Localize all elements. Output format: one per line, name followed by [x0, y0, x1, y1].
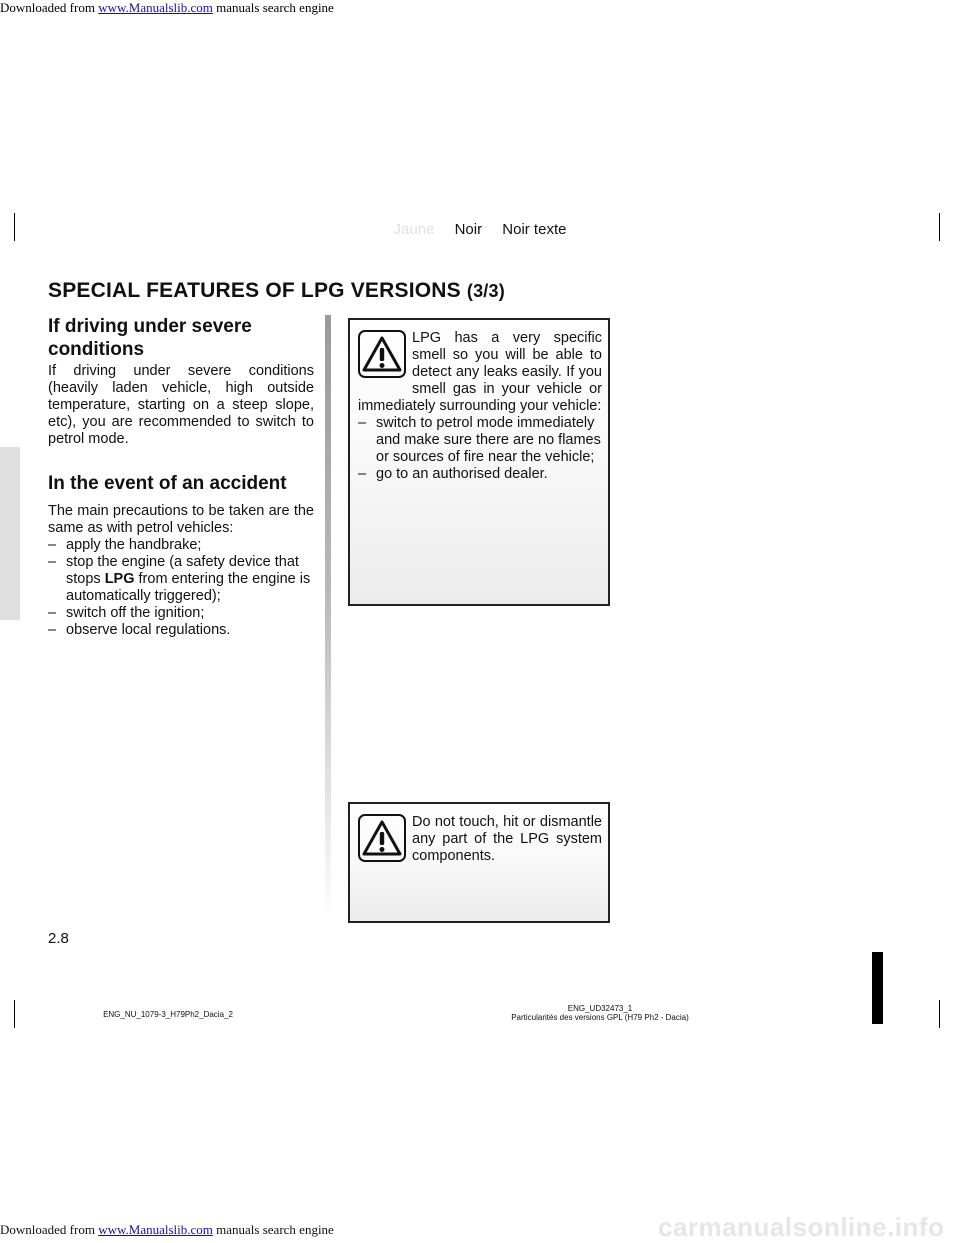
- list-item: – go to an authorised dealer.: [358, 466, 602, 483]
- list-item: – observe local regulations.: [48, 622, 314, 639]
- section-heading-accident: In the event of an accident: [48, 473, 287, 494]
- thumb-index-tab: [872, 952, 883, 1024]
- section-text-severe-conditions: If driving under severe conditions (heavily laden vehicle, high outside temperature, starting on a steep slope, etc), you are recommended to switch to petrol mode.: [48, 363, 314, 447]
- warning-box-gas-smell: [348, 318, 610, 606]
- watermark: carmanualsonline.info: [658, 1212, 945, 1242]
- column-divider: [325, 315, 331, 920]
- page-title: SPECIAL FEATURES OF LPG VERSIONS (3/3): [48, 279, 505, 302]
- warning-text: Do not touch, hit or dismantle any part of the LPG system components.: [412, 814, 602, 864]
- list-item: – switch to petrol mode immediately and make sure there are no flames or sources of fire near the vehicle;: [358, 415, 602, 466]
- color-tag: Jaune: [393, 221, 435, 238]
- footer-doc-code: ENG_NU_1079-3_H79Ph2_Dacia_2: [103, 1010, 233, 1019]
- list-item: – apply the handbrake;: [48, 537, 314, 554]
- download-banner-bottom: Downloaded from www.Manualslib.com manuals search engine: [0, 1222, 334, 1237]
- color-tag: Noir texte: [502, 221, 567, 238]
- section-heading-severe-conditions: If driving under severe conditions: [48, 316, 252, 360]
- accident-precautions-list: [48, 537, 314, 639]
- list-item: – switch off the ignition;: [48, 605, 314, 622]
- warning-list: [358, 415, 602, 483]
- section-text-accident: The main precautions to be taken are the same as with petrol vehicles: – apply the handbrake; – stop the engine (a safety device that stops LPG from entering the engine is automatically triggered); – switch off the ignition; – observe local regulations.: [48, 503, 314, 639]
- footer-section-code: ENG_UD32473_1 Particularités des versions GPL (H79 Ph2 - Dacia): [511, 1004, 689, 1022]
- warning-box-do-not-touch: [348, 802, 610, 923]
- crop-mark: [14, 1000, 15, 1028]
- chapter-tab: [0, 447, 20, 620]
- page-number: 2.8: [48, 930, 69, 947]
- list-item: – stop the engine (a safety device that stops LPG from entering the engine is automatically triggered);: [48, 554, 314, 605]
- manualslib-link[interactable]: www.Manualslib.com: [98, 0, 213, 15]
- manualslib-link[interactable]: www.Manualslib.com: [98, 1222, 213, 1237]
- warning-text: LPG has a very specific smell so you will be able to detect any leaks easily. If you smell gas in your vehicle or immediately surrounding your vehicle:: [358, 330, 602, 414]
- download-banner: Downloaded from www.Manualslib.com manuals search engine: [0, 0, 334, 15]
- color-separation-tags: [0, 221, 960, 238]
- color-tag: Noir: [454, 221, 483, 238]
- crop-mark: [939, 1000, 940, 1028]
